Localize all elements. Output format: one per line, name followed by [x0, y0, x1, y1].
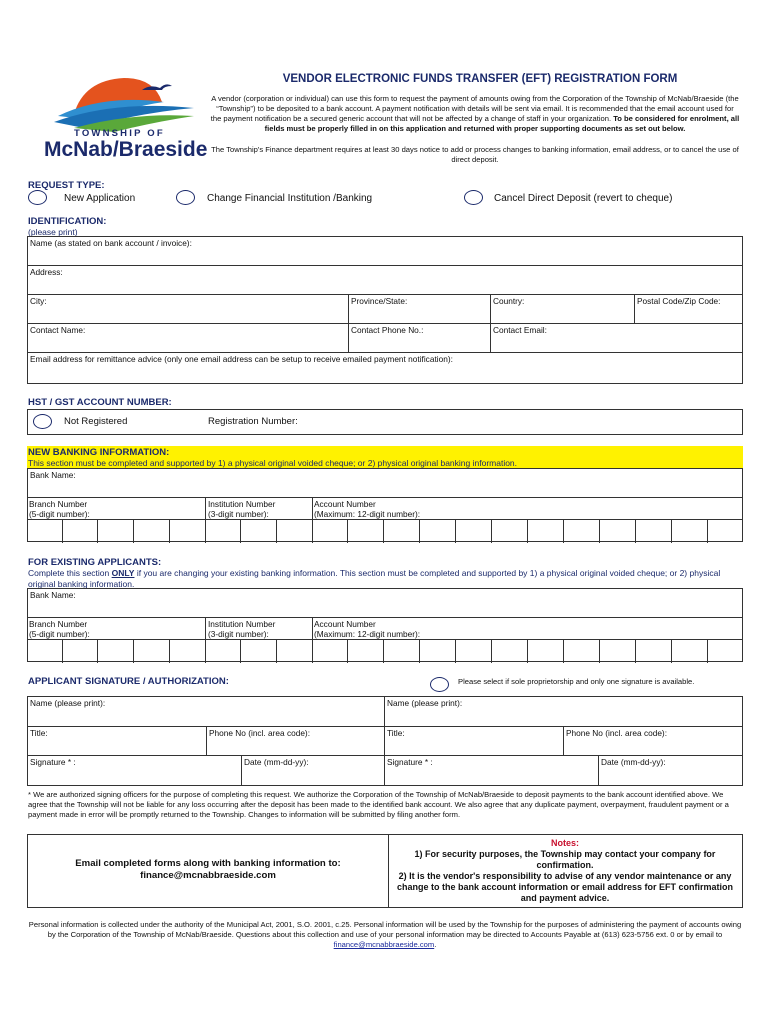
- request-type-heading: REQUEST TYPE:: [28, 180, 105, 191]
- new-branch-digits: (5-digit number):: [29, 509, 90, 519]
- contact-name-label: Contact Name:: [30, 325, 86, 335]
- new-account-label: [314, 499, 420, 519]
- address-label: Address:: [30, 267, 63, 277]
- change-institution-label: Change Financial Institution /Banking: [207, 193, 373, 204]
- existing-note-b: if you are changing your existing banking information. This section must be completed and supported by 1) a physical original voided cheque; or 2) physical original banking information.: [28, 568, 721, 589]
- authorization-disclaimer: * We are authorized signing officers for the purpose of completing this request. We authorize the Corporation of the Township of McNab/Braeside to deposit payments to the bank account identified above. We agree that the Township will not be liable for any loss occurring after the deposit has been made to the identified bank account. We also agree that any duplicate payment, overpayment, fraudulent payment or a payment made in error will be promptly returned to the Township. Changes to information will be submitted by filing another form.: [28, 790, 729, 819]
- country-field[interactable]: [490, 294, 635, 324]
- township-logo: [44, 72, 214, 162]
- privacy-end: .: [434, 940, 437, 949]
- existing-branch-label: [29, 619, 90, 639]
- existing-branch-text: Branch Number: [29, 619, 88, 629]
- new-application-label: New Application: [64, 193, 136, 204]
- signer1-name-label: Name (please print):: [30, 698, 106, 708]
- signer2-signature-field[interactable]: [384, 755, 599, 786]
- signer2-title-label: Title:: [387, 728, 405, 738]
- logo-graphic: [44, 72, 214, 134]
- new-digit-grid[interactable]: [27, 519, 743, 543]
- privacy-email[interactable]: finance@mcnabbraeside.com: [333, 940, 435, 949]
- signer2-signature-label: Signature * :: [387, 757, 433, 767]
- existing-note-a: Complete this section: [28, 568, 112, 578]
- signer2-title-field[interactable]: [384, 726, 564, 756]
- new-institution-label: [208, 499, 275, 519]
- signer2-phone-label: Phone No (incl. area code):: [566, 728, 668, 738]
- email-instructions: [27, 858, 389, 882]
- logo-name: McNab/Braeside: [44, 138, 208, 161]
- signer2-date-label: Date (mm-dd-yy):: [601, 757, 666, 767]
- notes: [390, 838, 740, 904]
- address-field[interactable]: [27, 265, 743, 295]
- existing-note: [28, 568, 744, 589]
- signer1-signature-label: Signature * :: [30, 757, 76, 767]
- identification-sub: (please print): [28, 227, 78, 237]
- not-registered-radio[interactable]: [33, 414, 52, 429]
- existing-institution-text: Institution Number: [208, 619, 276, 629]
- cancel-deposit-label: Cancel Direct Deposit (revert to cheque): [494, 193, 673, 204]
- new-institution-text: Institution Number: [208, 499, 276, 509]
- signature-heading: APPLICANT SIGNATURE / AUTHORIZATION:: [28, 676, 229, 687]
- notes-heading: Notes:: [550, 838, 579, 848]
- contact-email-field[interactable]: [490, 323, 743, 353]
- form-intro: [210, 94, 740, 134]
- postal-field[interactable]: [634, 294, 743, 324]
- new-account-text: Account Number: [314, 499, 376, 509]
- city-label: City:: [30, 296, 47, 306]
- signer1-date-label: Date (mm-dd-yy):: [244, 757, 309, 767]
- new-bank-name-field[interactable]: [27, 468, 743, 498]
- cancel-deposit-radio[interactable]: [464, 190, 483, 205]
- existing-digit-grid[interactable]: [27, 639, 743, 663]
- note-1: 1) For security purposes, the Township may contact your company for confirmation.: [414, 849, 716, 870]
- hst-heading: HST / GST ACCOUNT NUMBER:: [28, 397, 172, 408]
- remittance-email-label: Email address for remittance advice (only one email address can be setup to receive emailed payment notification):: [30, 354, 453, 364]
- logo-township-of: TOWNSHIP OF: [74, 128, 165, 139]
- country-label: Country:: [493, 296, 525, 306]
- note-2: 2) It is the vendor's responsibility to advise of any vendor maintenance or any change to the bank account information or email address for EFT confirmation and payment advice.: [396, 871, 734, 903]
- existing-account-text: Account Number: [314, 619, 376, 629]
- existing-note-only: ONLY: [111, 568, 135, 578]
- contact-phone-label: Contact Phone No.:: [351, 325, 424, 335]
- form-title: VENDOR ELECTRONIC FUNDS TRANSFER (EFT) REGISTRATION FORM: [282, 73, 678, 85]
- new-banking-heading: NEW BANKING INFORMATION:: [28, 447, 170, 458]
- existing-account-label: [314, 619, 420, 639]
- city-field[interactable]: [27, 294, 349, 324]
- hst-row: [27, 409, 743, 435]
- signer2-name-field[interactable]: [384, 696, 743, 727]
- change-institution-radio[interactable]: [176, 190, 195, 205]
- signer1-phone-label: Phone No (incl. area code):: [209, 728, 311, 738]
- signer1-date-field[interactable]: [241, 755, 385, 786]
- signer1-phone-field[interactable]: [206, 726, 385, 756]
- signer1-signature-field[interactable]: [27, 755, 242, 786]
- existing-institution-label: [208, 619, 275, 639]
- contact-email-label: Contact Email:: [493, 325, 547, 335]
- new-branch-label: [29, 499, 90, 519]
- existing-branch-digits: (5-digit number):: [29, 629, 90, 639]
- signer1-title-label: Title:: [30, 728, 48, 738]
- privacy-statement: [28, 920, 742, 950]
- vendor-name-label: Name (as stated on bank account / invoice):: [30, 238, 192, 248]
- signer2-date-field[interactable]: [598, 755, 743, 786]
- intro-bold: To be considered for enrolment, all fields must be properly filled in on this application and returned with proper supporting documents as set out below.: [264, 114, 740, 133]
- form-notice: The Township's Finance department requires at least 30 days notice to add or process changes to banking information, email address, or to cancel the use of direct deposit.: [211, 145, 739, 164]
- email-address[interactable]: finance@mcnabbraeside.com: [140, 870, 276, 881]
- province-label: Province/State:: [351, 296, 408, 306]
- not-registered-label: Not Registered: [64, 416, 128, 427]
- privacy-text: Personal information is collected under the authority of the Municipal Act, 2001, S.O. 2001, c.25. Personal information will be used by the Township for the purposes of administering the payment of accounts owing by the Corporation of the Township of McNab/Braeside. Questions about this collection and use of your personal information may be directed to Accounts Payable at (613) 623-5756 ext. 0 or by email to: [28, 920, 742, 939]
- new-application-radio[interactable]: [28, 190, 47, 205]
- province-field[interactable]: [348, 294, 491, 324]
- identification-heading: IDENTIFICATION:: [28, 216, 107, 227]
- contact-phone-field[interactable]: [348, 323, 491, 353]
- contact-name-field[interactable]: [27, 323, 349, 353]
- existing-bank-name-label: Bank Name:: [30, 590, 76, 600]
- existing-heading: FOR EXISTING APPLICANTS:: [28, 557, 162, 568]
- sole-proprietor-radio[interactable]: [430, 677, 449, 692]
- email-instructions-text: Email completed forms along with banking information to:: [75, 858, 341, 869]
- existing-bank-name-field[interactable]: [27, 588, 743, 618]
- existing-institution-digits: (3-digit number):: [208, 629, 269, 639]
- new-account-digits: (Maximum: 12-digit number):: [314, 509, 421, 519]
- intro-text: A vendor (corporation or individual) can use this form to request the payment of amounts owing from the Corporation of the Township of McNab/Braeside (the “Township”) to be deposited to a bank account. A payment notification with details will be sent via email. It is recommended that the email account used for the payment notification be a secured generic account that will not be affected by a change of staff in your organization.: [210, 94, 739, 123]
- signer1-name-field[interactable]: [27, 696, 385, 727]
- postal-label: Postal Code/Zip Code:: [637, 296, 721, 306]
- signer2-name-label: Name (please print):: [387, 698, 463, 708]
- new-institution-digits: (3-digit number):: [208, 509, 269, 519]
- registration-number-label[interactable]: Registration Number:: [208, 416, 298, 427]
- remittance-email-field[interactable]: [27, 352, 743, 384]
- signer1-title-field[interactable]: [27, 726, 207, 756]
- signer2-phone-field[interactable]: [563, 726, 743, 756]
- sole-proprietor-note: Please select if sole proprietorship and only one signature is available.: [458, 677, 695, 686]
- existing-account-digits: (Maximum: 12-digit number):: [314, 629, 421, 639]
- new-banking-note: This section must be completed and supported by 1) a physical original voided cheque; or 2) physical original banking information.: [28, 458, 518, 468]
- new-bank-name-label: Bank Name:: [30, 470, 76, 480]
- new-branch-text: Branch Number: [29, 499, 88, 509]
- vendor-name-field[interactable]: [27, 236, 743, 266]
